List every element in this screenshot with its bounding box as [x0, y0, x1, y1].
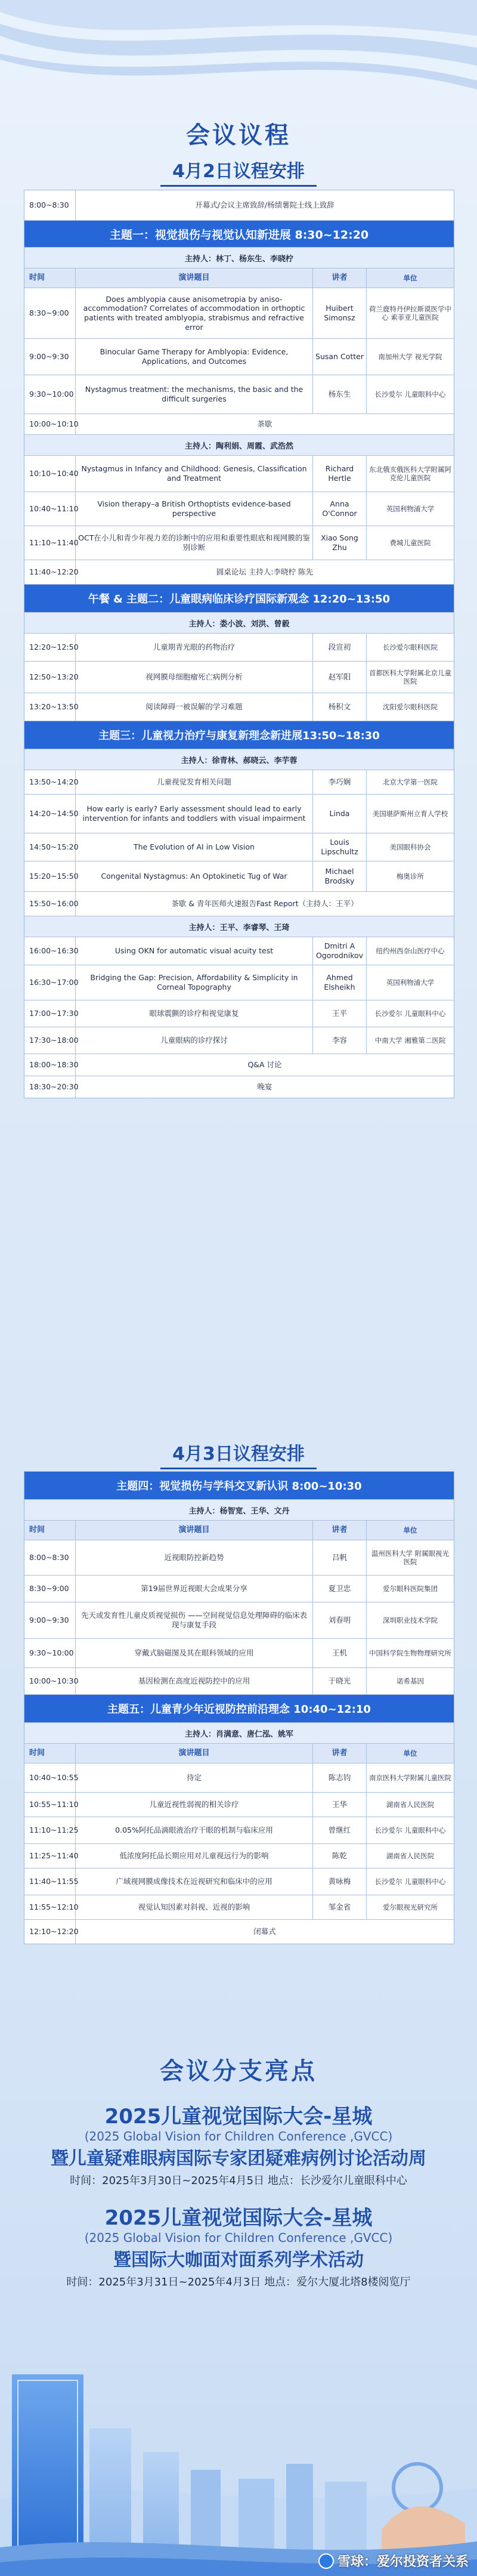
closing-row: 12:10~12:20 闭幕式	[24, 1920, 454, 1944]
theme5-band: 主题五：儿童青少年近视防控前沿理念 10:40~12:10	[24, 1695, 454, 1723]
city-skyline-illustration	[0, 2350, 477, 2576]
table-row: 10:40~11:10 Vision therapy–a British Orthoptists evidence-based perspective Anna O'Connor 英国利物浦大学	[24, 492, 454, 526]
table-header: 时间 演讲题目 讲者 单位	[24, 268, 454, 288]
snowball-logo-icon	[318, 2553, 334, 2569]
table-row: 13:50~14:20 儿童视觉发育相关问题 李巧娴 北京大学第一医院	[24, 770, 454, 795]
decorative-ribbon	[0, 0, 477, 101]
theme3-band: 主题三：儿童视力治疗与康复新理念新进展13:50~18:30	[24, 721, 454, 749]
theme2-host: 主持人：娄小波、刘洪、曾毅	[24, 613, 454, 634]
table-row: 17:30~18:00 儿童眼病的诊疗探讨 李容 中南大学 湘雅第二医院	[24, 1027, 454, 1054]
table-row: 9:00~9:30 先天或发育性儿童皮质视觉损伤 ——空间视觉信息处理障碍的临床表现与康复手段 刘春明 深圳职业技术学院	[24, 1602, 454, 1639]
table-row: 16:30~17:00 Bridging the Gap: Precision, Affordability & Simplicity in Corneal Topography Ahmed Elsheikh 英国利物浦大学	[24, 965, 454, 1000]
watermark: 雪球：爱尔投资者关系	[318, 2552, 469, 2570]
conf2-sub: 暨国际大咖面对面系列学术活动	[113, 2250, 364, 2271]
table-row: 12:50~13:20 视网膜母细胞瘤死亡病例分析 赵军阳 首都医科大学附属北京儿童医院	[24, 662, 454, 693]
conf1-name: 2025儿童视觉国际大会-星城	[104, 2105, 373, 2129]
conf1-sub: 暨儿童疑难眼病国际专家团疑难病例讨论活动周	[51, 2148, 426, 2169]
table-row: 9:00~9:30 Binocular Game Therapy for Amblyopia: Evidence, Applications, and Outcomes Susan Cotter 南加州大学 视光学院	[24, 339, 454, 375]
table-row: 17:00~17:30 眼球震颤的诊疗和视觉康复 王平 长沙爱尔 儿童眼科中心	[24, 1000, 454, 1027]
theme2-band: 午餐 & 主题二：儿童眼病临床诊疗国际新观念 12:20~13:50	[24, 585, 454, 613]
table-row: 10:10~10:40 Nystagmus in Infancy and Childhood: Genesis, Classification and Treatment Richard Hertle 东北俄亥俄医科大学附属阿克伦儿童医院	[24, 456, 454, 492]
conf2-info: 时间：2025年3月31日~2025年4月3日 地点：爱尔大厦北塔8楼阅览厅	[66, 2276, 411, 2288]
table-row: 10:00~10:30 基因检测在高度近视防控中的应用 于晓光 诺希基因	[24, 1668, 454, 1695]
table-row: 13:20~13:50 阅读障碍一被误解的学习难题 杨积文 沈阳爱尔眼科医院	[24, 693, 454, 721]
day2-date: 4月3日议程安排	[0, 1439, 477, 1469]
conf1-en: (2025 Global Vision for Children Conference ,GVCC)	[84, 2129, 393, 2143]
tea-break-row: 10:00~10:10 茶歇	[24, 414, 454, 435]
table-row: 15:20~15:50 Congenital Nystagmus: An Optokinetic Tug of War Michael Brodsky 梅奥诊所	[24, 861, 454, 892]
table-row: 8:30~9:00 Does amblyopia cause anisometropia by aniso-accommodation? Correlates of accommodation in orthoptic patients with treated amblyopia, strabismus and refractive error Huibert Simonsz 荷兰鹿特丹伊拉斯谟医学中心 索菲亚儿童医院	[24, 288, 454, 339]
conf2-en: (2025 Global Vision for Children Conference ,GVCC)	[84, 2231, 393, 2245]
table-row: 16:00~16:30 Using OKN for automatic visual acuity test Dmitri A Ogorodnikov 纽约州西奈山医疗中心	[24, 937, 454, 965]
fast-report-row: 15:50~16:00 茶歇 & 青年医师火速报告Fast Report（主持人：王平）	[24, 892, 454, 916]
table-row: 10:55~11:10 儿童近视性弱视的相关诊疗 王华 湖南省人民医院	[24, 1793, 454, 1817]
theme3-host1: 主持人：徐青林、郝晓云、李芋蓉	[24, 749, 454, 770]
table-row: 11:40~11:55 广域视网膜成像技术在近视研究和临床中的应用 黄咏梅 长沙爱尔 儿童眼科中心	[24, 1868, 454, 1895]
table-row: 11:55~12:10 视觉认知因素对斜视、近视的影响 邹金省 爱尔眼视光研究所	[24, 1895, 454, 1920]
theme1-host1: 主持人：林丁、杨东生、李晓柠	[24, 248, 454, 268]
table-row: 14:20~14:50 How early is early? Early assessment should lead to early intervention for infants and toddlers with visual impairment Linda 美国堪萨斯州立育人学校	[24, 795, 454, 833]
dinner-row: 18:30~20:30 晚宴	[24, 1076, 454, 1098]
table-header: 时间 演讲题目 讲者 单位	[24, 1744, 454, 1763]
branch-conference-2	[0, 2201, 477, 2289]
table-header: 时间 演讲题目 讲者 单位	[24, 1521, 454, 1540]
table-row: 11:25~11:40 低浓度阿托品长期应用对儿童视远行为的影响 陈乾 湖南省人民医院	[24, 1844, 454, 1868]
table-row: 11:10~11:40 OCT在小儿和青少年视力差的诊断中的应用和重要性眼底和视网膜的鉴别诊断 Xiao Song Zhu 费城儿童医院	[24, 526, 454, 560]
table-row: 8:30~9:00 第19届世界近视眼大会成果分享 夏卫忠 爱尔眼科医院集团	[24, 1576, 454, 1602]
theme3-host2: 主持人：王平、李睿琴、王琦	[24, 916, 454, 937]
branch-conference-1	[0, 2100, 477, 2188]
day2-agenda-table	[24, 1471, 454, 1944]
day1-agenda-table	[24, 190, 454, 1098]
roundtable-row: 11:40~12:20 圆桌论坛 主持人:李晓柠 陈先	[24, 560, 454, 585]
qa-row: 18:00~18:30 Q&A 讨论	[24, 1054, 454, 1076]
table-row: 9:30~10:00 穿戴式脑磁图及其在眼科领域的应用 王机 中国科学院生物物理研究所	[24, 1639, 454, 1668]
theme1-host2: 主持人：陶利娟、周霞、武浩然	[24, 435, 454, 456]
day1-date: 4月2日议程安排	[0, 156, 477, 187]
theme5-host: 主持人：肖满意、唐仁泓、姚军	[24, 1723, 454, 1744]
opening-row: 8:00~8:30 开幕式/会议主席致辞/杨绩薯院士线上致辞	[24, 190, 454, 221]
theme4-host: 主持人：杨智宽、王华、文丹	[24, 1500, 454, 1521]
theme4-band: 主题四：视觉损伤与学科交叉新认识 8:00~10:30	[24, 1472, 454, 1500]
page-title: 会议议程	[186, 122, 291, 149]
conf1-info: 时间：2025年3月30日~2025年4月5日 地点：长沙爱尔儿童眼科中心	[70, 2175, 407, 2187]
theme1-band: 主题一：视觉损伤与视觉认知新进展 8:30~12:20	[24, 221, 454, 248]
table-row: 12:20~12:50 儿童期青光眼的药物治疗 段宣初 长沙爱尔眼科医院	[24, 634, 454, 662]
table-row: 14:50~15:20 The Evolution of AI in Low Vision Louis Lipschultz 美国眼科协会	[24, 833, 454, 861]
table-row: 8:00~8:30 近视眼防控新趋势 吕帆 温州医科大学 附属眼视光医院	[24, 1540, 454, 1576]
table-row: 9:30~10:00 Nystagmus treatment: the mechanisms, the basic and the difficult surgeries 杨东生 长沙爱尔 儿童眼科中心	[24, 375, 454, 414]
table-row: 11:10~11:25 0.05%阿托品滴眼液治疗干眼的机制与临床应用 曾继红 长沙爱尔 儿童眼科中心	[24, 1817, 454, 1844]
conf2-name: 2025儿童视觉国际大会-星城	[104, 2206, 373, 2230]
table-row: 10:40~10:55 待定 陈志钧 南京医科大学附属儿童医院	[24, 1763, 454, 1793]
highlights-title: 会议分支亮点	[160, 2058, 317, 2085]
